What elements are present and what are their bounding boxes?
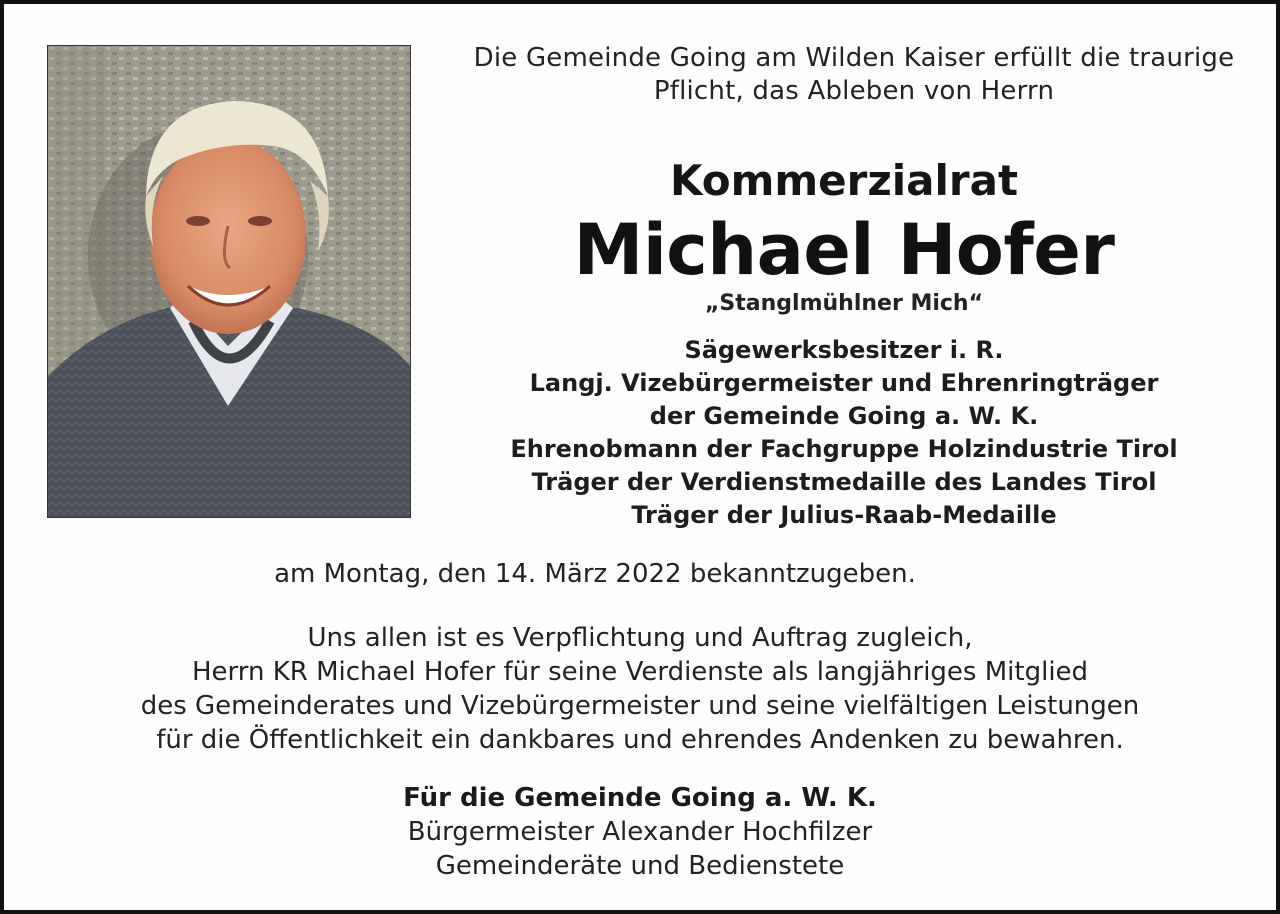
portrait-image (48, 46, 410, 517)
intro-line: Pflicht, das Ableben von Herrn (653, 76, 1055, 106)
role-line: Träger der Verdienstmedaille des Landes Tirol (531, 468, 1157, 496)
signature-mayor: Bürgermeister Alexander Hochfilzer (407, 817, 873, 847)
roles-list (434, 334, 1254, 532)
role-line: Ehrenobmann der Fachgruppe Holzindustrie Tirol (510, 435, 1178, 463)
tribute-line: des Gemeinderates und Vizebürgermeister und seine vielfältigen Leistungen (140, 691, 1140, 721)
tribute-text (4, 621, 1276, 757)
signature-council: Gemeinderäte und Bedienstete (435, 851, 845, 881)
signature-block (4, 781, 1276, 883)
deceased-name: Michael Hofer (573, 209, 1115, 291)
role-line: Sägewerksbesitzer i. R. (684, 336, 1004, 364)
intro-text (444, 42, 1264, 108)
date-text: am Montag, den 14. März 2022 bekanntzugeben. (274, 559, 916, 589)
honorific-title: Kommerzialrat (669, 156, 1019, 205)
intro-line: Die Gemeinde Going am Wilden Kaiser erfüllt die traurige (473, 43, 1235, 73)
tribute-line: Herrn KR Michael Hofer für seine Verdienste als langjähriges Mitglied (191, 657, 1089, 687)
tribute-line: für die Öffentlichkeit ein dankbares und ehrendes Andenken zu bewahren. (156, 725, 1124, 755)
portrait-photo (47, 45, 411, 518)
role-line: der Gemeinde Going a. W. K. (649, 402, 1039, 430)
role-line: Langj. Vizebürgermeister und Ehrenringträger (529, 369, 1159, 397)
date-line (4, 559, 1276, 589)
signature-org: Für die Gemeinde Going a. W. K. (403, 783, 877, 813)
nickname: „Stanglmühlner Mich“ (704, 291, 984, 316)
role-line: Träger der Julius-Raab-Medaille (631, 501, 1057, 529)
tribute-line: Uns allen ist es Verpflichtung und Auftrag zugleich, (307, 623, 973, 653)
